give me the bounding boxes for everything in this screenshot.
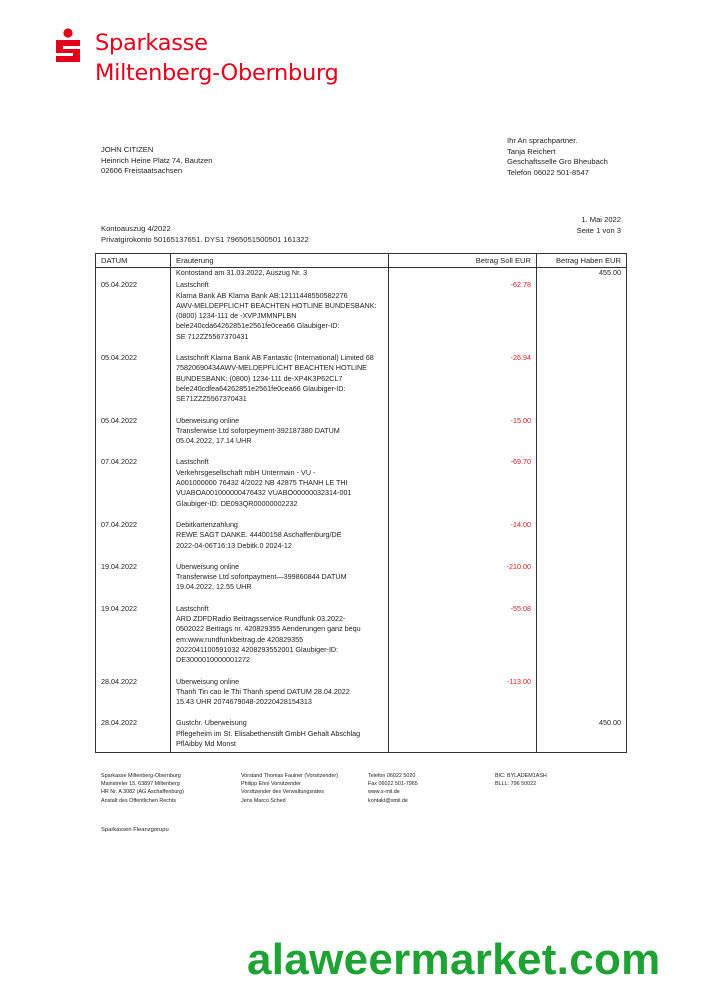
description-line: Transferwise Ltd sofortpayment—399860844 DATUM <box>176 572 347 582</box>
table-row <box>96 408 627 450</box>
description-line: Lastschrift <box>176 457 209 467</box>
transaction-date: 05.04.2022 <box>96 345 171 407</box>
customer-street: Heinrich Heine Platz 74, Bautzen <box>101 155 213 165</box>
description-line: Uberweisung online <box>176 676 240 686</box>
footer-line: kontakt@smil.de <box>368 797 408 804</box>
footer-line: Sparkasse Miltenberg-Obernburg <box>101 773 181 779</box>
description-line: ARD ZDFDRadio Beitragsservice Rundfunk 03.2022- <box>176 614 346 624</box>
credit-amount <box>537 669 627 711</box>
opening-balance-row <box>96 268 627 279</box>
footer-line: Jens Marco Sched <box>241 797 286 804</box>
footer-line: Fax 06022 501-7965 <box>368 781 418 788</box>
table-row <box>96 669 627 711</box>
description-line: PflAibby Md Monst <box>176 738 236 748</box>
sparkasse-logo-icon <box>54 28 84 68</box>
page-number: Seite 1 von 3 <box>576 225 621 235</box>
contact-name: Tanja Reichert <box>507 146 556 156</box>
table-row <box>96 449 627 511</box>
transaction-description <box>171 345 389 407</box>
table-row <box>96 596 627 669</box>
description-line: 05.04.2022, 17.14 UHR <box>176 436 252 446</box>
description-line: Lastschrift Klarna Bank AB Fantastic (International) Limited 68 <box>176 353 374 363</box>
customer-address <box>101 145 212 177</box>
footer-line: Telefon 06022 5020 <box>368 773 416 779</box>
description-line: Gustchr. Uberweisung <box>176 718 247 728</box>
bank-name-line2: Miltenberg-Obernburg <box>95 60 339 86</box>
contact-label: Ihr An sprachpartner. <box>507 136 578 145</box>
credit-amount: 450.00 <box>537 710 627 752</box>
description-line: A001000000 76432 4/2022 NB 42875 THANH LE THI <box>176 478 348 488</box>
footer-line: Vorstand Thomas Faulner (Vorsitzender) <box>241 773 338 779</box>
description-line: DE3000010000001272 <box>176 655 250 665</box>
watermark-text: alaweermarket.com <box>247 935 661 984</box>
contact-block <box>507 136 608 178</box>
header-description: Erauterung <box>171 254 389 268</box>
table-row <box>96 710 627 752</box>
table-row <box>96 278 627 345</box>
description-line: SE 712ZZ5567370431 <box>176 331 249 341</box>
description-line: Transferwise Ltd soforpeyment-392187380 DATUM <box>176 425 340 435</box>
description-line: bele240cdfea64262851e2561fe0cea66 Glaubiger-ID: <box>176 383 346 393</box>
debit-amount: -69.70 <box>389 449 537 511</box>
contact-phone: Telefon 06022 501-8547 <box>507 167 589 177</box>
transaction-description <box>171 710 389 752</box>
table-row <box>96 554 627 596</box>
footer-line: HR Nr. A 3082 (AG Aschaffenburg) <box>101 789 184 796</box>
transaction-description <box>171 408 389 450</box>
customer-name: JOHN CITIZEN <box>101 145 154 154</box>
footer-contact-info <box>368 772 418 805</box>
transaction-date: 28.04.2022 <box>96 710 171 752</box>
description-line: SE71ZZZ5567370431 <box>176 394 247 404</box>
transaction-date: 19.04.2022 <box>96 596 171 669</box>
statement-date: 1. Mai 2022 <box>581 215 621 224</box>
description-line: BUNDESBANK: (0800) 1234-111 de-XP4K3P62CL7 <box>176 373 343 383</box>
debit-amount: -113.00 <box>389 669 537 711</box>
transaction-description <box>171 554 389 596</box>
description-line: Klarna Bank AB Klarna Bank AB:12111448550582276 <box>176 290 348 300</box>
description-line: em:www.rundfunkbeitrag.de 420829355 <box>176 634 304 644</box>
footer-line: Mainstreler 15, 63897 Miltenberg <box>101 781 180 788</box>
description-line: 0502022 Beitrags nr. 420829355 Aenderungen ganz bequ <box>176 624 361 634</box>
credit-amount <box>537 554 627 596</box>
transaction-description <box>171 449 389 511</box>
footer-group: Sparkassen Fleanzgorupu <box>101 827 169 833</box>
transaction-description <box>171 278 389 345</box>
debit-amount: -210.00 <box>389 554 537 596</box>
footer-board-info <box>241 772 338 805</box>
header-date: DATUM <box>96 254 171 268</box>
description-line: Lastschrift <box>176 603 209 613</box>
footer-line: Vorsitzender des Verwaltungsrates <box>241 789 325 796</box>
transaction-date: 07.04.2022 <box>96 449 171 511</box>
description-line: VUABOA001000000476432 VUABO00000032314-001 <box>176 488 352 498</box>
description-line: Thanh Tin cao le Thi Thanh spend DATUM 28.04.2022 <box>176 686 350 696</box>
table-row <box>96 345 627 407</box>
description-line: 2022041100591032 4208293552001 Glaubiger-ID: <box>176 644 339 654</box>
debit-amount: -26.94 <box>389 345 537 407</box>
transaction-date: 19.04.2022 <box>96 554 171 596</box>
credit-amount <box>537 408 627 450</box>
description-line: REWE SAGT DANKE. 44400158 Aschaffenburg/DE <box>176 530 342 540</box>
contact-office: Geschaftsselle Gro Bheubach <box>507 157 608 167</box>
description-line: Uberweisung online <box>176 561 240 571</box>
footer-bic-info <box>495 772 547 788</box>
header-debit: Betrag Soll EUR <box>389 254 537 268</box>
opening-balance-text: Kontostand am 31.03.2022, Auszug Nr. 3 <box>171 268 389 279</box>
transaction-description <box>171 596 389 669</box>
description-line: bele240cda64262851e2561fe0cea66 Glaubiger-ID: <box>176 321 340 331</box>
opening-balance-amount: 455.00 <box>537 268 627 279</box>
bank-name-line1: Sparkasse <box>95 30 208 56</box>
transaction-description <box>171 512 389 554</box>
transaction-date: 07.04.2022 <box>96 512 171 554</box>
bank-name <box>95 28 415 88</box>
footer-line: Anstalt des Offentlichen Rechts <box>101 797 177 804</box>
statement-title: Kontoauszug 4/2022 <box>101 224 171 233</box>
transaction-date: 05.04.2022 <box>96 408 171 450</box>
credit-amount <box>537 596 627 669</box>
credit-amount <box>537 449 627 511</box>
transaction-date: 05.04.2022 <box>96 278 171 345</box>
description-line: (0800) 1234-111 de -XVPJMMNPLBN <box>176 311 297 321</box>
credit-amount <box>537 345 627 407</box>
description-line: 15.43 UHR 2074679048-20220428154313 <box>176 697 312 707</box>
description-line: Uberweisung online <box>176 415 240 425</box>
debit-amount: -62.78 <box>389 278 537 345</box>
header-credit: Betrag Haben EUR <box>537 254 627 268</box>
table-row <box>96 512 627 554</box>
footer-line: www.s-mil.de <box>368 789 400 796</box>
description-line: 75820690434AWV-MELDEPFLICHT BEACHTEN HOTLINE <box>176 363 367 373</box>
description-line: Pflegeheim im St. Elisabethenstift GmbH Gehalt Abschlag <box>176 728 361 738</box>
footer-line: Philipp Ehni Vorsitzender <box>241 781 301 788</box>
description-line: Verkehrsgesellschaft mbH Untermain - VU - <box>176 467 316 477</box>
footer-line: BLLL: 796 50022 <box>495 781 537 788</box>
description-line: Lastschrift <box>176 280 209 290</box>
credit-amount <box>537 512 627 554</box>
description-line: AWV-MELDEPFLICHT BEACHTEN HOTLINE BUNDESBANK: <box>176 300 377 310</box>
footer-line: BIC: BYLADEM1ASH <box>495 773 547 779</box>
debit-amount: -15.00 <box>389 408 537 450</box>
account-number: Privatgirokonto 50165137651. DYS1 7965051500501 161322 <box>101 234 309 244</box>
table-header-row <box>96 254 627 268</box>
transactions-table <box>95 253 627 753</box>
description-line: Debitkartenzahlung <box>176 519 238 529</box>
footer-bank-info <box>101 772 184 805</box>
customer-city: 02606 Freistaatsachsen <box>101 166 183 176</box>
transaction-description <box>171 669 389 711</box>
description-line: Glaubiger-ID: DE093QR00000002232 <box>176 498 298 508</box>
debit-amount: -14.00 <box>389 512 537 554</box>
debit-amount: -55.08 <box>389 596 537 669</box>
description-line: 19.04.2022, 12.55 UHR <box>176 582 252 592</box>
description-line: 2022-04-06T16:13 Debitk.0 2024-12 <box>176 540 292 550</box>
credit-amount <box>537 278 627 345</box>
transaction-date: 28.04.2022 <box>96 669 171 711</box>
statement-header <box>101 224 309 245</box>
debit-amount <box>389 710 537 752</box>
statement-date-block <box>577 215 621 236</box>
